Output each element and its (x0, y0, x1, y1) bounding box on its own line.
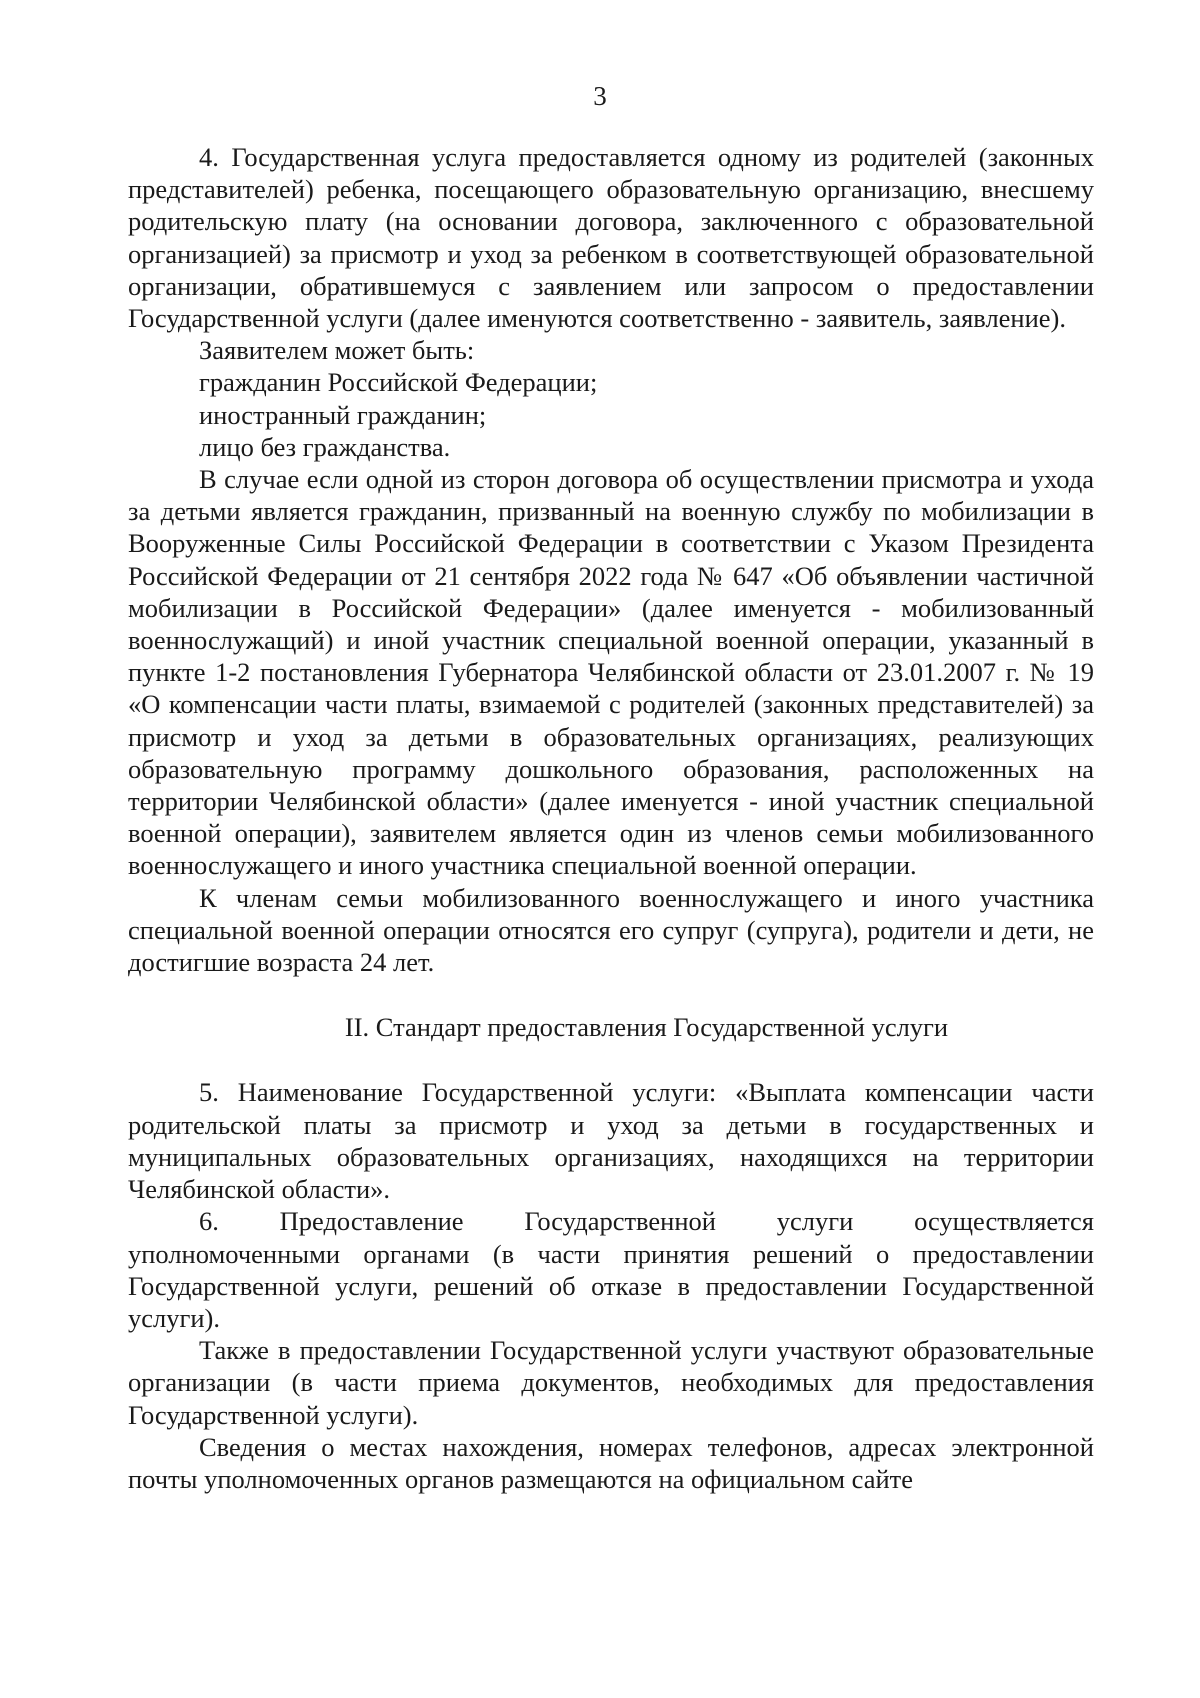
page-number: 3 (593, 81, 607, 111)
paragraph-5: 5. Наименование Государственной услуги: «Выплата компенсации части родительской платы за присмотр и уход за детьми в государственных и муниципальных образовательных организациях, находящихся на территории Челябинской области». (128, 1077, 1094, 1205)
paragraph-6: 6. Предоставление Государственной услуги осуществляется уполномоченными органами (в части принятия решений о предоставлении Государственной услуги, решений об отказе в предоставлении Государственной услуги). (128, 1206, 1094, 1333)
document-body (128, 141, 1094, 1495)
paragraph-family-members: К членам семьи мобилизованного военнослужащего и иного участника специальной военной операции относятся его супруг (супруга), родители и дети, не достигшие возраста 24 лет. (128, 882, 1094, 978)
section-heading: II. Стандарт предоставления Государственной услуги (344, 1012, 949, 1043)
applicant-intro: Заявителем может быть: (199, 335, 475, 366)
applicant-type-citizen: гражданин Российской Федерации; (199, 367, 598, 398)
paragraph-mobilized: В случае если одной из сторон договора об осуществлении присмотра и ухода за детьми является гражданин, призванный на военную службу по мобилизации в Вооруженные Силы Российской Федерации в соответствии с Указом Президента Российской Федерации от 21 сентября 2022 года № 647 «Об объявлении частичной мобилизации в Российской Федерации» (далее именуется - мобилизованный военнослужащий) и иной участник специальной военной операции, указанный в пункте 1-2 постановления Губернатора Челябинской области от 23.01.2007 г. № 19 «О компенсации части платы, взимаемой с родителей (законных представителей) за присмотр и уход за детьми в образовательных организациях, реализующих образовательную программу дошкольного образования, расположенных на территории Челябинской области» (далее именуется - иной участник специальной военной операции), заявителем является один из членов семьи мобилизованного военнослужащего и иного участника специальной военной операции. (128, 464, 1094, 881)
paragraph-4: 4. Государственная услуга предоставляется одному из родителей (законных представителей) ребенка, посещающего образовательную организацию, внесшему родительскую плату (на основании договора, заключенного с образовательной организацией) за присмотр и уход за ребенком в соответствующей образовательной организации, обратившемуся с заявлением или запросом о предоставлении Государственной услуги (далее именуются соответственно - заявитель, заявление). (128, 142, 1094, 334)
applicant-type-stateless: лицо без гражданства. (199, 431, 451, 462)
applicant-type-foreign: иностранный гражданин; (199, 399, 487, 430)
paragraph-contacts: Сведения о местах нахождения, номерах телефонов, адресах электронной почты уполномоченных органов размещаются на официальном сайте (128, 1431, 1094, 1494)
paragraph-participants: Также в предоставлении Государственной услуги участвуют образовательные организации (в части приема документов, необходимых для предоставления Государственной услуги). (128, 1335, 1094, 1430)
